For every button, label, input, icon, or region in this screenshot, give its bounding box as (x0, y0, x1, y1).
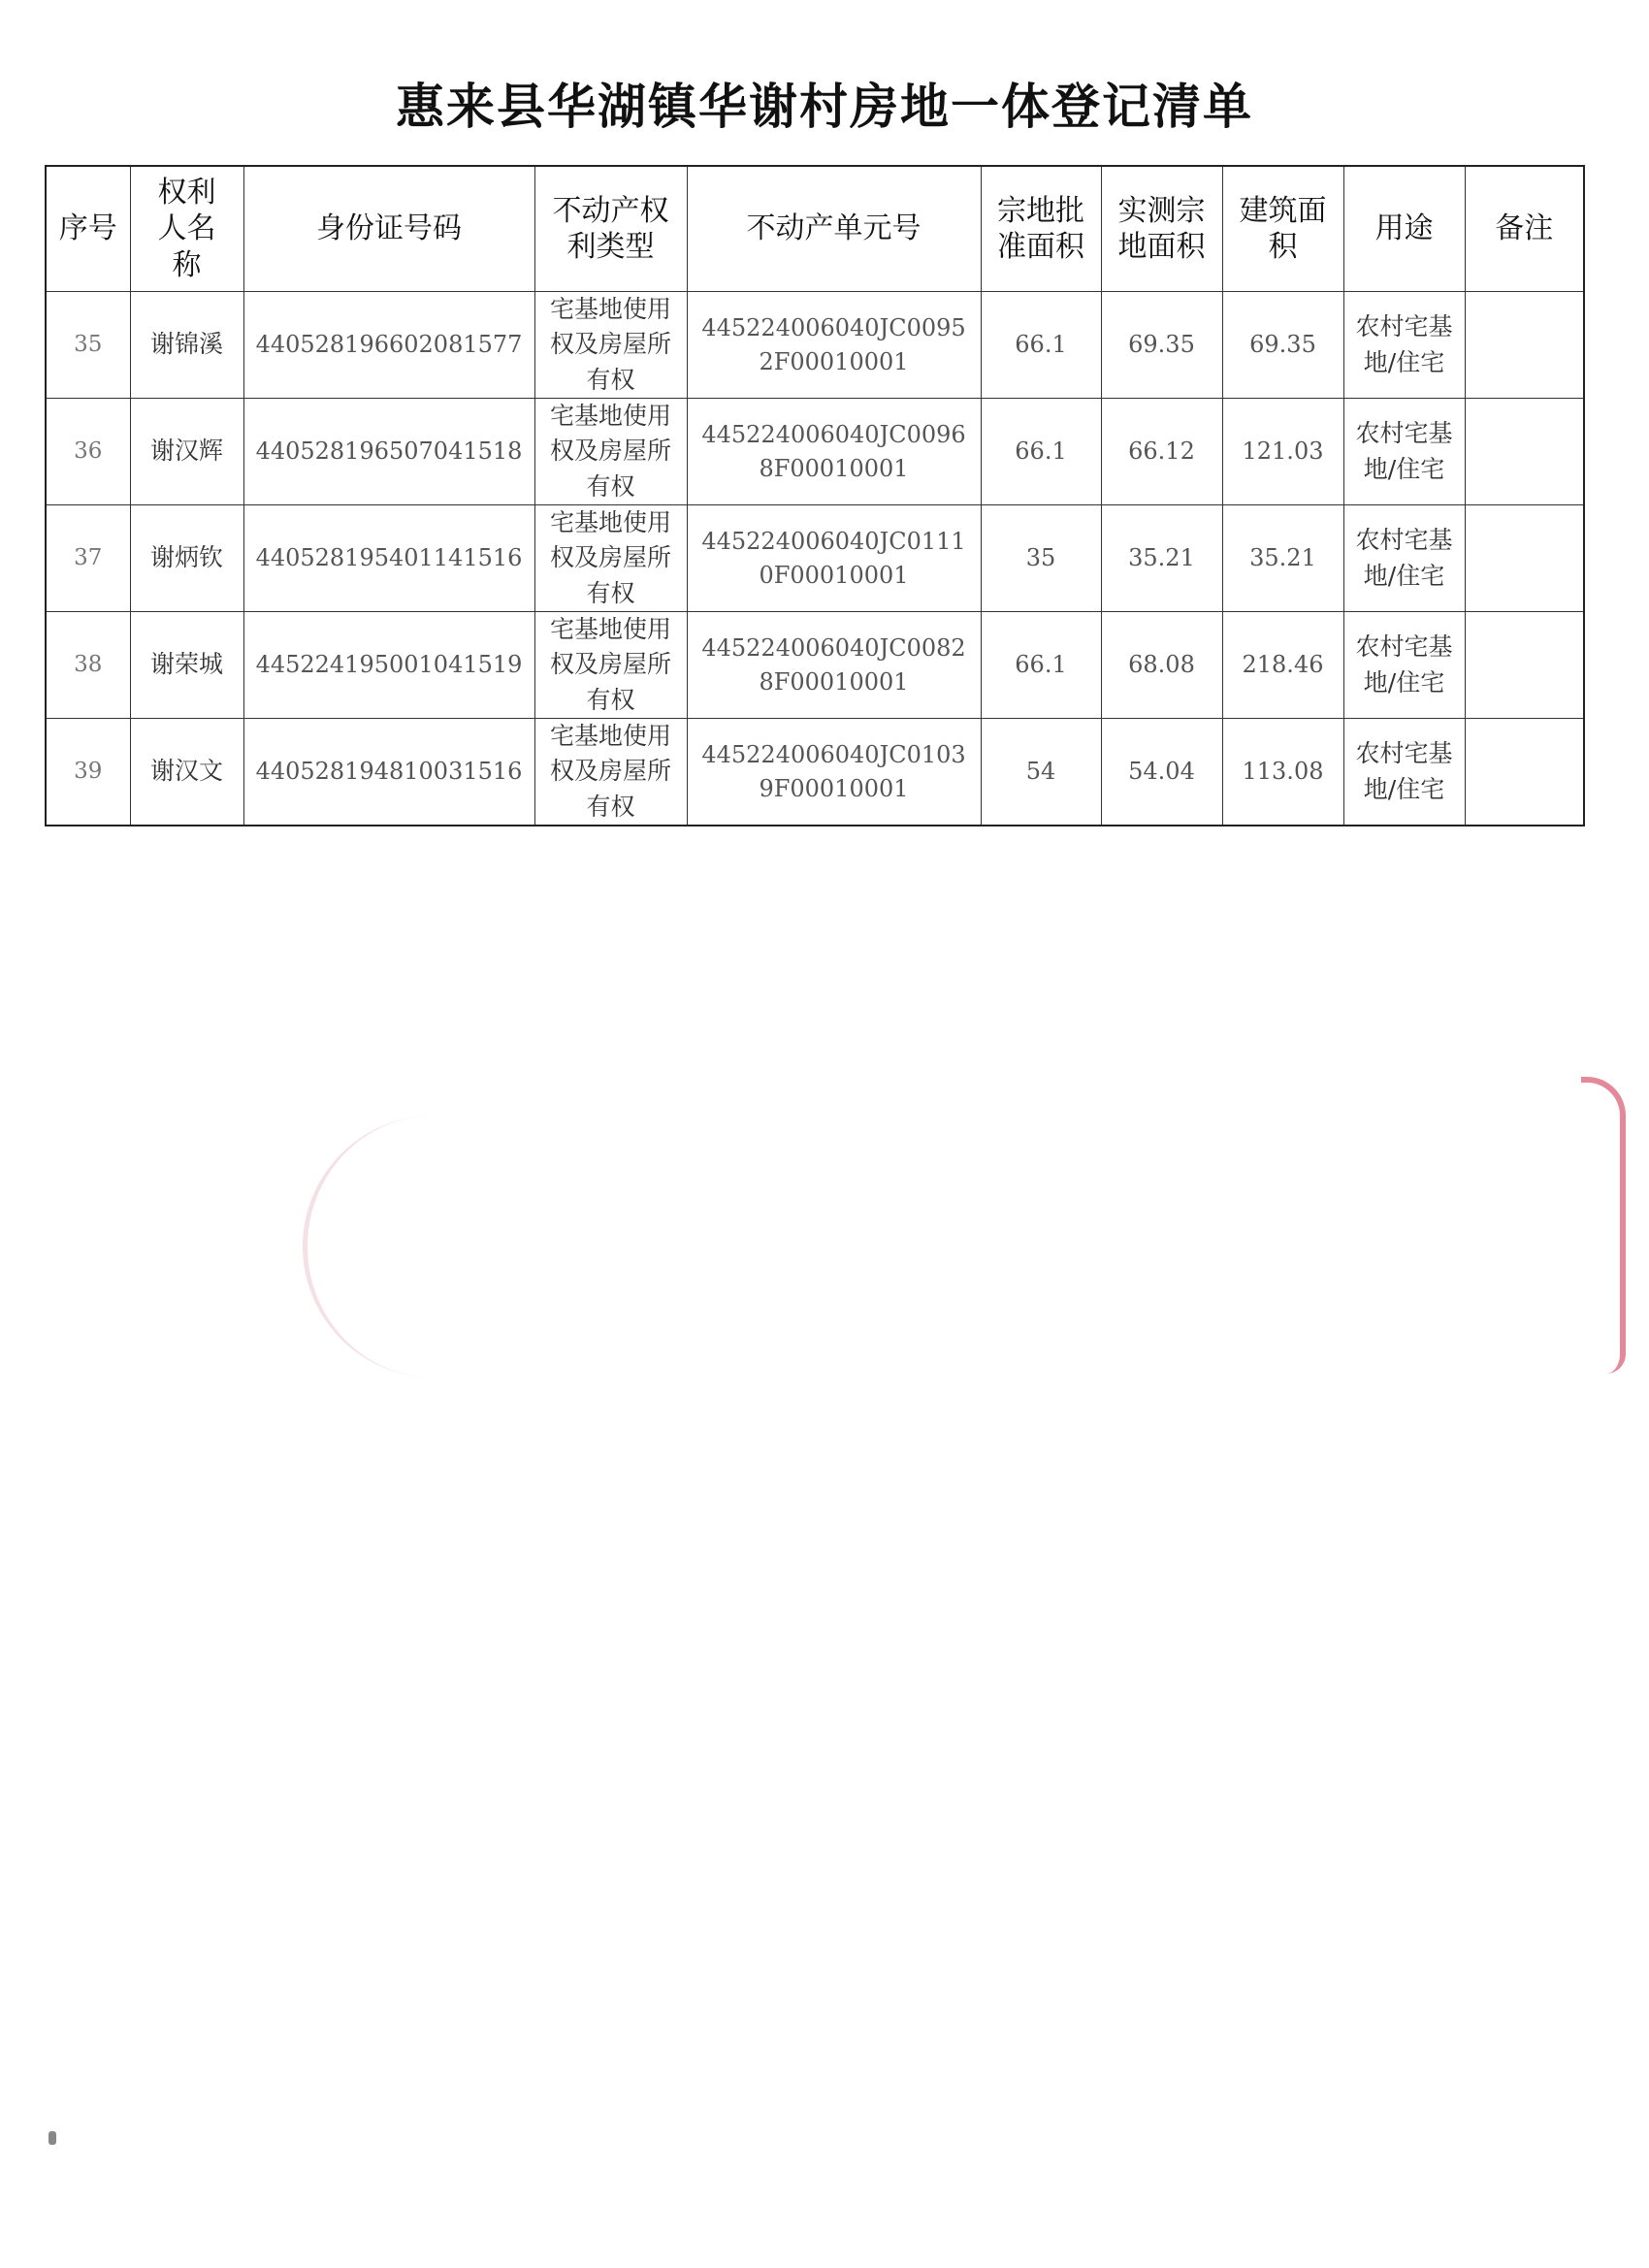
header-id-number: 身份证号码 (243, 166, 534, 292)
header-remarks: 备注 (1465, 166, 1584, 292)
cell-remarks (1465, 399, 1584, 505)
cell-id-number: 445224195001041519 (243, 612, 534, 719)
header-approved-area: 宗地批准面积 (981, 166, 1101, 292)
cell-usage: 农村宅基地/住宅 (1343, 292, 1465, 399)
table-row (46, 399, 1584, 505)
cell-owner: 谢炳钦 (130, 505, 243, 612)
table-row (46, 505, 1584, 612)
table-row (46, 719, 1584, 826)
faint-stamp-mark (303, 1116, 598, 1377)
header-building-area: 建筑面积 (1222, 166, 1343, 292)
cell-unit-number: 445224006040JC00968F00010001 (687, 399, 981, 505)
cell-right-type: 宅基地使用权及房屋所有权 (534, 399, 687, 505)
cell-measured-area: 54.04 (1101, 719, 1222, 826)
cell-id-number: 440528195401141516 (243, 505, 534, 612)
header-row (46, 166, 1584, 292)
cell-approved-area: 66.1 (981, 612, 1101, 719)
cell-right-type: 宅基地使用权及房屋所有权 (534, 292, 687, 399)
cell-unit-number: 445224006040JC01039F00010001 (687, 719, 981, 826)
cell-measured-area: 66.12 (1101, 399, 1222, 505)
cell-measured-area: 35.21 (1101, 505, 1222, 612)
cell-building-area: 35.21 (1222, 505, 1343, 612)
cell-seq: 39 (46, 719, 130, 826)
cell-approved-area: 54 (981, 719, 1101, 826)
cell-seq: 35 (46, 292, 130, 399)
cell-right-type: 宅基地使用权及房屋所有权 (534, 719, 687, 826)
cell-owner: 谢锦溪 (130, 292, 243, 399)
table-header (46, 166, 1584, 292)
cell-building-area: 121.03 (1222, 399, 1343, 505)
header-owner: 权利人名称 (130, 166, 243, 292)
cell-usage: 农村宅基地/住宅 (1343, 612, 1465, 719)
cell-seq: 36 (46, 399, 130, 505)
table-row (46, 612, 1584, 719)
table-body (46, 292, 1584, 826)
cell-usage: 农村宅基地/住宅 (1343, 505, 1465, 612)
cell-building-area: 113.08 (1222, 719, 1343, 826)
scan-artifact (48, 2131, 56, 2145)
header-unit-number: 不动产单元号 (687, 166, 981, 292)
page-title: 惠来县华湖镇华谢村房地一体登记清单 (396, 79, 1253, 135)
red-stamp-mark (1581, 1077, 1626, 1374)
cell-right-type: 宅基地使用权及房屋所有权 (534, 505, 687, 612)
cell-unit-number: 445224006040JC00952F00010001 (687, 292, 981, 399)
cell-measured-area: 69.35 (1101, 292, 1222, 399)
cell-remarks (1465, 612, 1584, 719)
cell-id-number: 440528196507041518 (243, 399, 534, 505)
registration-table (45, 165, 1585, 826)
cell-seq: 38 (46, 612, 130, 719)
cell-owner: 谢汉文 (130, 719, 243, 826)
cell-approved-area: 66.1 (981, 399, 1101, 505)
cell-remarks (1465, 505, 1584, 612)
cell-id-number: 440528194810031516 (243, 719, 534, 826)
cell-remarks (1465, 719, 1584, 826)
cell-measured-area: 68.08 (1101, 612, 1222, 719)
cell-approved-area: 35 (981, 505, 1101, 612)
cell-unit-number: 445224006040JC01110F00010001 (687, 505, 981, 612)
header-seq: 序号 (46, 166, 130, 292)
cell-owner: 谢荣城 (130, 612, 243, 719)
cell-owner: 谢汉辉 (130, 399, 243, 505)
cell-unit-number: 445224006040JC00828F00010001 (687, 612, 981, 719)
cell-seq: 37 (46, 505, 130, 612)
header-usage: 用途 (1343, 166, 1465, 292)
header-measured-area: 实测宗地面积 (1101, 166, 1222, 292)
cell-usage: 农村宅基地/住宅 (1343, 719, 1465, 826)
cell-remarks (1465, 292, 1584, 399)
cell-building-area: 218.46 (1222, 612, 1343, 719)
header-right-type: 不动产权利类型 (534, 166, 687, 292)
cell-right-type: 宅基地使用权及房屋所有权 (534, 612, 687, 719)
cell-building-area: 69.35 (1222, 292, 1343, 399)
cell-id-number: 440528196602081577 (243, 292, 534, 399)
cell-approved-area: 66.1 (981, 292, 1101, 399)
cell-usage: 农村宅基地/住宅 (1343, 399, 1465, 505)
table-row (46, 292, 1584, 399)
